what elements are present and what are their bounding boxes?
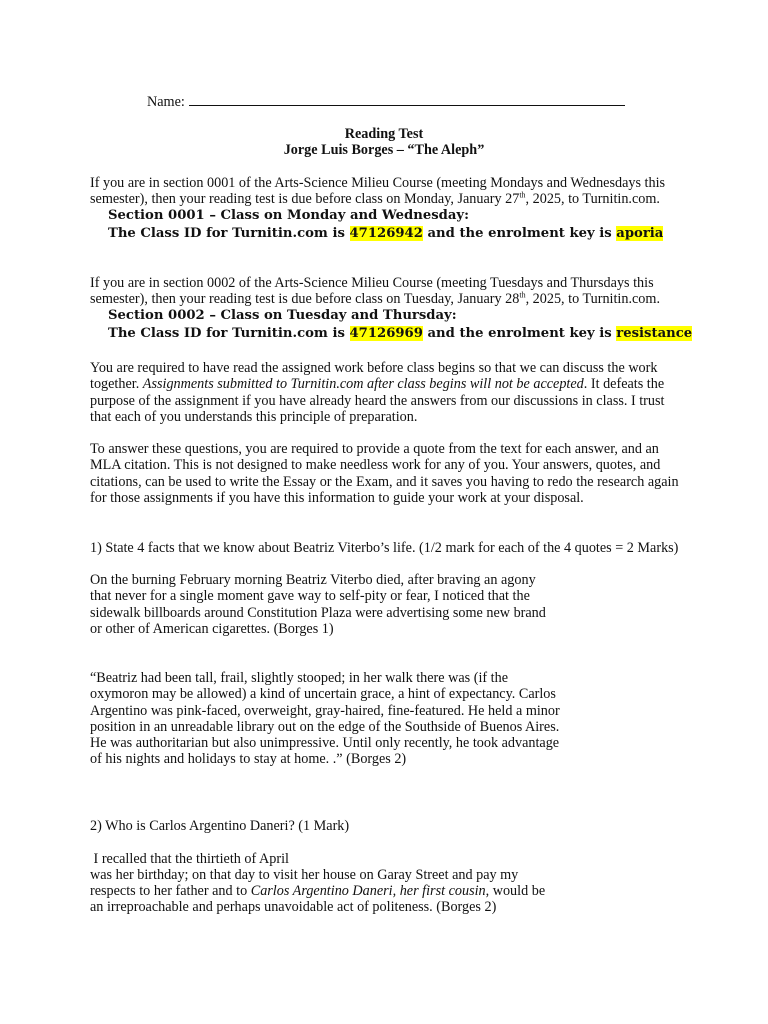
section1-key-prefix: and the enrolment key is	[422, 226, 617, 241]
section2-intro-sup: th	[519, 290, 526, 300]
name-label: Name:	[147, 94, 185, 110]
q2-quote-line-3	[90, 883, 545, 899]
section2-heading: Section 0002 – Class on Tuesday and Thursday:	[108, 308, 457, 323]
section1-intro-text: If you are in section 0001 of the Arts-Science Milieu Course (meeting Mondays and Wednesdays this semester), then your reading test is due before class on Monday, January 27	[90, 175, 666, 208]
q2-quote-line-4: an irreproachable and perhaps unavoidable act of politeness. (Borges 2)	[90, 899, 497, 915]
section1-class-id: 47126942	[349, 226, 423, 241]
section1-class-line	[90, 226, 663, 242]
section2-intro-text: If you are in section 0002 of the Arts-Science Milieu Course (meeting Tuesdays and Thursdays this semester), then your reading test is due before class on Tuesday, January 28	[90, 275, 654, 308]
section1-intro	[90, 175, 680, 208]
test-subtitle: Jorge Luis Borges – “The Aleph”	[283, 142, 485, 158]
section2-class-id: 47126969	[349, 326, 423, 341]
section2-intro	[90, 275, 680, 308]
q2-line-3-text: respects to her father and to	[90, 883, 251, 899]
instructions-paragraph-1	[90, 360, 680, 425]
q1-quote-1: On the burning February morning Beatriz Viterbo died, after braving an agony that never for a single moment gave way to self-pity or fear, I noticed that the sidewalk billboards around Constitution Plaza were advertising some new brand or other of American cigarettes. (Borges 1)	[90, 572, 546, 637]
instructions-p1-text: You are required to have read the assigned work before class begins so that we can discuss the work together.	[90, 360, 658, 393]
section1-class-prefix: The Class ID for Turnitin.com is	[108, 226, 350, 241]
q1-quote-2: “Beatriz had been tall, frail, slightly stooped; in her walk there was (if the oxymoron may be allowed) a kind of uncertain grace, a hint of expectancy. Carlos Argentino was pink-faced, overweight, gray-haired, fine-featured. He held a minor position in an unreadable library out on the edge of the Southside of Buenos Aires. He was authoritarian but also unimpressive. Until only recently, he took advantage of his nights and holidays to stay at home. .” (Borges 2)	[90, 670, 560, 768]
section1-heading: Section 0001 – Class on Monday and Wednesday:	[108, 208, 469, 223]
instructions-p1-italic: Assignments submitted to Turnitin.com after class begins will not be accepted	[142, 376, 584, 393]
section2-key-prefix: and the enrolment key is	[422, 326, 617, 341]
instructions-paragraph-2: To answer these questions, you are required to provide a quote from the text for each answer, and an MLA citation. This is not designed to make needless work for any of you. Your answers, quotes, and citations, can be used to write the Essay or the Exam, and it saves you having to redo the research again for those assignments if you have this information to guide your work at your disposal.	[90, 441, 679, 506]
section1-intro-sup: th	[519, 190, 526, 200]
test-title: Reading Test	[344, 126, 424, 142]
name-line	[147, 93, 625, 110]
q2-line-3-tail: , would be	[485, 883, 546, 899]
section2-intro-tail: , 2025, to Turnitin.com.	[525, 291, 660, 308]
q2-line-3-italic: Carlos Argentino Daneri, her first cousin	[250, 883, 486, 899]
section2-enrolment-key: resistance	[616, 326, 693, 341]
name-blank[interactable]	[189, 93, 625, 106]
q2-quote-line-1: I recalled that the thirtieth of April	[90, 851, 289, 867]
section2-class-prefix: The Class ID for Turnitin.com is	[108, 326, 350, 341]
q2-quote-line-2: was her birthday; on that day to visit her house on Garay Street and pay my	[90, 867, 519, 883]
question-1: 1) State 4 facts that we know about Beatriz Viterbo’s life. (1/2 mark for each of the 4 quotes = 2 Marks)	[90, 540, 679, 556]
section2-class-line	[90, 326, 692, 342]
section1-intro-tail: , 2025, to Turnitin.com.	[525, 191, 660, 208]
instructions-p1-tail: . It defeats the purpose of the assignment if you have already heard the answers from our discussions in class. I trust that each of you understands this principle of preparation.	[90, 376, 665, 425]
section1-enrolment-key: aporia	[616, 226, 664, 241]
question-2: 2) Who is Carlos Argentino Daneri? (1 Mark)	[90, 818, 350, 834]
